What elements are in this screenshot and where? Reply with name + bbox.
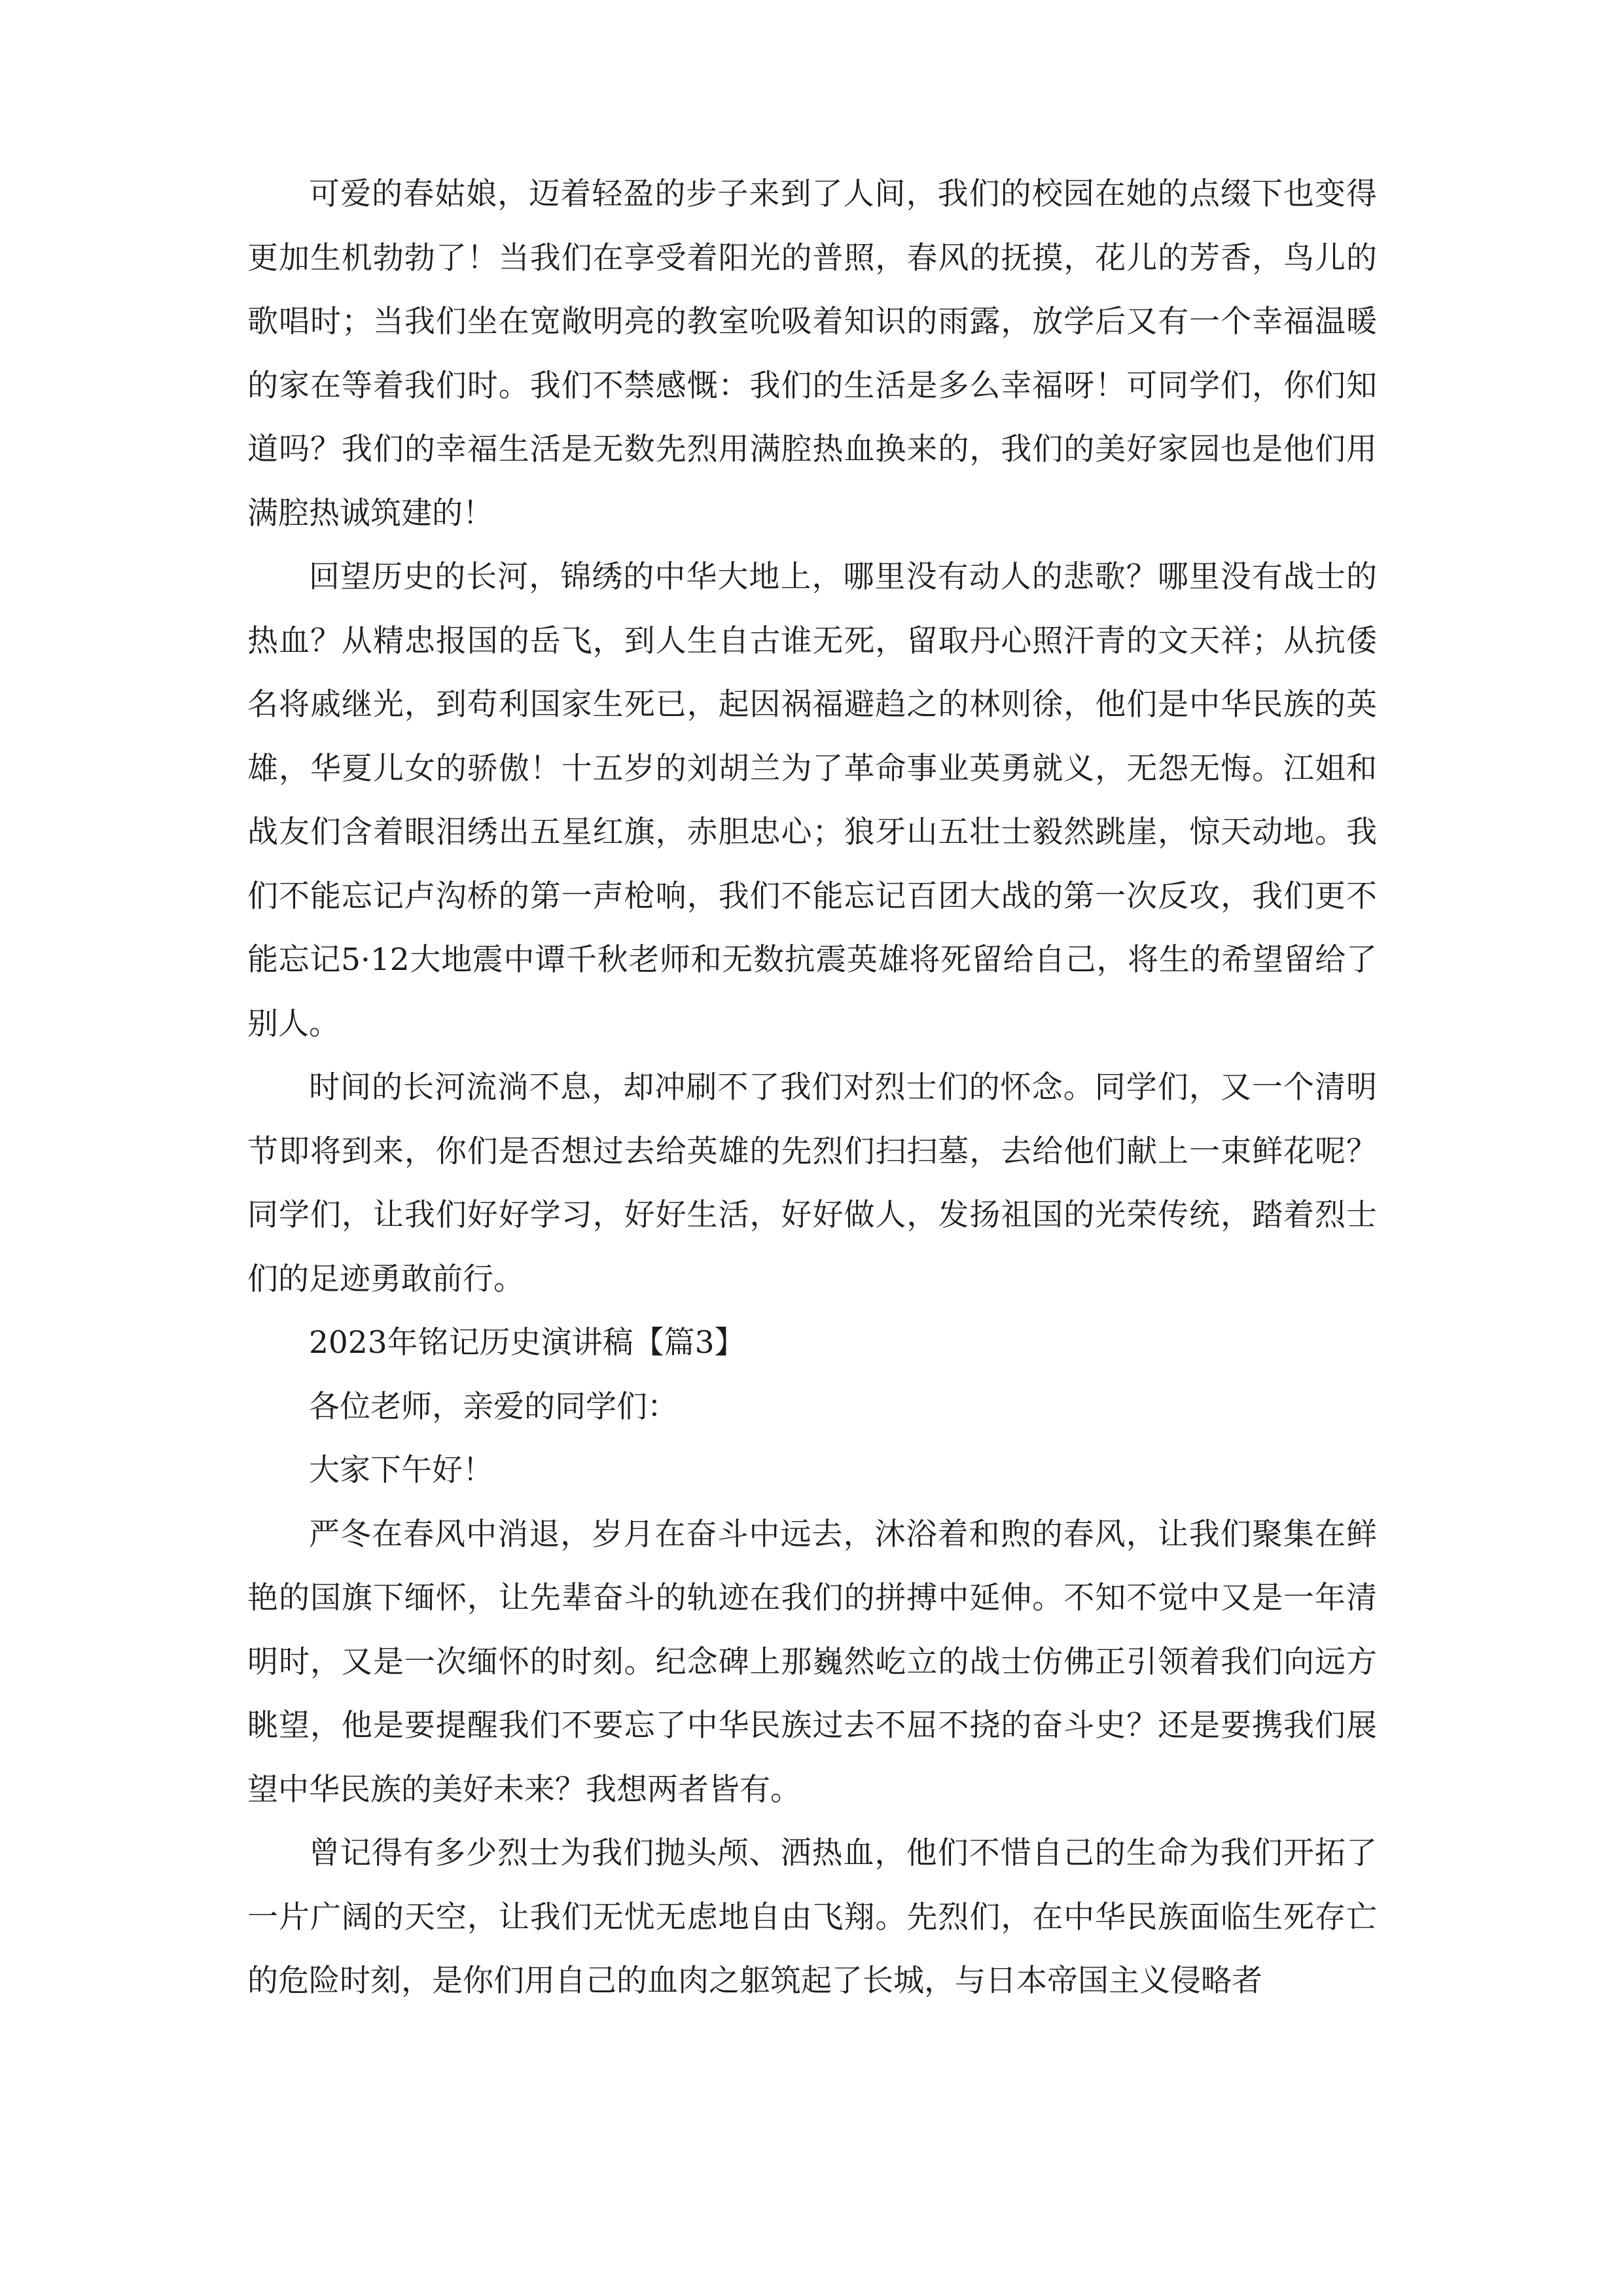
section-heading: 2023年铭记历史演讲稿【篇3】	[309, 1325, 745, 1361]
salutation: 各位老师，亲爱的同学们：	[309, 1388, 678, 1425]
document-body	[247, 162, 1377, 2013]
paragraph-martyrs: 曾记得有多少烈士为我们抛头颅、洒热血，他们不惜自己的生命为我们开拓了一片广阔的天空，让我们无忧无虑地自由飞翔。先烈们，在中华民族面临生死存亡的危险时刻，是你们用自己的血肉之躯筑起了长城，与日本帝国主义侵略者	[247, 1835, 1377, 1999]
greeting: 大家下午好！	[309, 1452, 493, 1488]
paragraph-qingming-remembrance: 时间的长河流淌不息，却冲刷不了我们对烈士们的怀念。同学们，又一个清明节即将到来，你们是否想过去给英雄的先烈们扫扫墓，去给他们献上一束鲜花呢？同学们，让我们好好学习，好好生活，好好做人，发扬祖国的光荣传统，踏着烈士们的足迹勇敢前行。	[247, 1069, 1377, 1297]
paragraph-history-heroes: 回望历史的长河，锦绣的中华大地上，哪里没有动人的悲歌？哪里没有战士的热血？从精忠报国的岳飞，到人生自古谁无死，留取丹心照汗青的文天祥；从抗倭名将戚继光，到苟利国家生死已，起因祸福避趋之的林则徐，他们是中华民族的英雄，华夏儿女的骄傲！十五岁的刘胡兰为了革命事业英勇就义，无怨无悔。江姐和战友们含着眼泪绣出五星红旗，赤胆忠心；狼牙山五壮士毅然跳崖，惊天动地。我们不能忘记卢沟桥的第一声枪响，我们不能忘记百团大战的第一次反攻，我们更不能忘记5·12大地震中谭千秋老师和无数抗震英雄将死留给自己，将生的希望留给了别人。	[247, 559, 1377, 1042]
paragraph-winter-spring: 严冬在春风中消退，岁月在奋斗中远去，沐浴着和煦的春风，让我们聚集在鲜艳的国旗下缅怀，让先辈奋斗的轨迹在我们的拼搏中延伸。不知不觉中又是一年清明时，又是一次缅怀的时刻。纪念碑上那巍然屹立的战士仿佛正引领着我们向远方眺望，他是要提醒我们不要忘了中华民族过去不屈不挠的奋斗史？还是要携我们展望中华民族的美好未来？我想两者皆有。	[247, 1516, 1377, 1808]
paragraph-spring-intro: 可爱的春姑娘，迈着轻盈的步子来到了人间，我们的校园在她的点缀下也变得更加生机勃勃了！当我们在享受着阳光的普照，春风的抚摸，花儿的芳香，鸟儿的歌唱时；当我们坐在宽敞明亮的教室吮吸着知识的雨露，放学后又有一个幸福温暖的家在等着我们时。我们不禁感慨：我们的生活是多么幸福呀！可同学们，你们知道吗？我们的幸福生活是无数先烈用满腔热血换来的，我们的美好家园也是他们用满腔热诚筑建的！	[247, 176, 1377, 531]
